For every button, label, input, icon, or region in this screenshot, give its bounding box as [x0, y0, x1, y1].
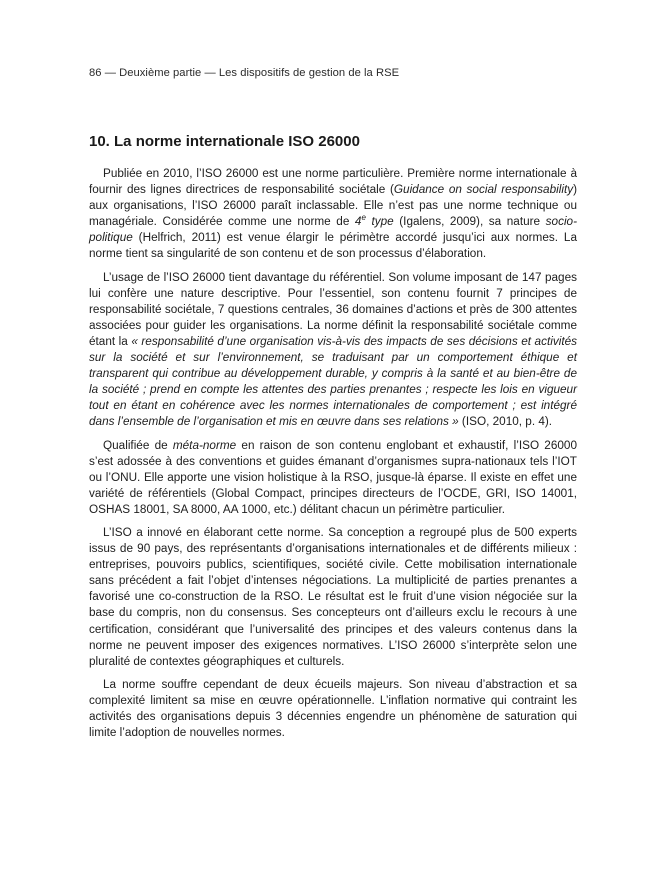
- p1-italic-socio-politique: socio-politique: [89, 215, 577, 245]
- p1-ordinal-number: 4: [354, 215, 362, 229]
- paragraph-2: [89, 270, 577, 431]
- paragraph-3: [89, 438, 577, 518]
- p1-text-e: (Igalens, 2009), sa nature: [393, 215, 546, 229]
- p3-text-c: en raison de son contenu englobant et exhaustif, l’ISO 26000 s’est adossée à des conventions et guides émanant d’organismes supra-nationaux tels l’IOT ou l’ONU. Elle apporte une vision holistique à la RSO, jusque-là éparse. Il existe en effet une variété de référentiels (Global Compact, principes directeurs de l’OCDE, GRI, ISO 14001, OSHAS 18001, SA 8000, AA 1000, etc.) délitant chacun un périmètre particulier.: [89, 438, 577, 516]
- p2-text-a: L’usage de l’ISO 26000 tient davantage du référentiel. Son volume imposant de 147 pages lui confère une nature descriptive. Pour l’essentiel, son contenu fournit 7 principes de responsabilité sociétale, 7 questions centrales, 36 domaines d’actions et près de 300 attentes associées pour guider les organisations. La norme définit la responsabilité sociétale comme étant la: [89, 270, 577, 348]
- section-title: 10. La norme internationale ISO 26000: [89, 133, 360, 150]
- p3-text-a: Qualifiée de: [103, 438, 173, 452]
- paragraph-4: L’ISO a innové en élaborant cette norme. Sa conception a regroupé plus de 500 experts issus de 90 pays, des représentants d’organisations internationales et de différents milieux : entreprises, pouvoirs publics, scientifiques, société civile. Cette mobilisation internationale sans précédent a fait l’objet d’intenses négociations. La multiplicité de parties prenantes a favorisé une co-construction de la RSO. Le résultat est le fruit d’une vision négociée sur la base du compris, non du consensus. Ses concepteurs ont d’ailleurs exclu le recours à une certification, considérant que l’universalité des principes et des valeurs contenus dans la norme ne peuvent imposer des exigences normatives. L’ISO 26000 s’interprète selon une pluralité de contextes géographiques et culturels.: [89, 525, 577, 668]
- p3-italic-meta-norme: méta-norme: [172, 438, 237, 452]
- paragraph-5: La norme souffre cependant de deux écueils majeurs. Son niveau d’abstraction et sa complexité limitent sa mise en œuvre opérationnelle. L’inflation normative qui contraint les activités des organisations depuis 3 décennies engendre un phénomène de saturation qui limite l’adoption de nouvelles normes.: [89, 677, 577, 740]
- p1-italic-4e-type: [355, 215, 394, 228]
- p1-text-g: (Helfrich, 2011) est venue élargir le périmètre accordé jusqu’ici aux normes. La norme tient sa singularité de son contenu et de son processus d’élaboration.: [89, 231, 577, 261]
- p1-ordinal-sup: e: [361, 213, 366, 223]
- p1-text-c: ) aux organisations, l’ISO 26000 paraît inclassable. Elle n’est pas une norme technique ou managériale. Considérée comme une norme de: [89, 183, 578, 229]
- p2-text-c: (ISO, 2010, p. 4).: [458, 415, 553, 429]
- running-header: 86 — Deuxième partie — Les dispositifs de gestion de la RSE: [89, 67, 400, 79]
- p1-text-a: Publiée en 2010, l’ISO 26000 est une norme particulière. Première norme internationale à fournir des lignes directrices de responsabilité sociétale (: [89, 167, 577, 197]
- p1-type-word: type: [365, 215, 394, 229]
- p2-italic-quote: « responsabilité d’une organisation vis-à-vis des impacts de ses décisions et activités sur la société et sur l’environnement, se traduisant par un comportement éthique et transparent qui contribue au développement durable, y compris à la santé et au bien-être de la société ; prend en compte les attentes des parties prenantes ; respecte les lois en vigueur tout en étant en cohérence avec les normes internationales de comportement ; est intégré dans l’ensemble de l’organisation et mis en œuvre dans ses relations »: [89, 334, 577, 429]
- p1-italic-guidance: Guidance on social responsability: [393, 183, 574, 197]
- paragraph-1: [89, 166, 577, 263]
- body-text: [89, 166, 577, 748]
